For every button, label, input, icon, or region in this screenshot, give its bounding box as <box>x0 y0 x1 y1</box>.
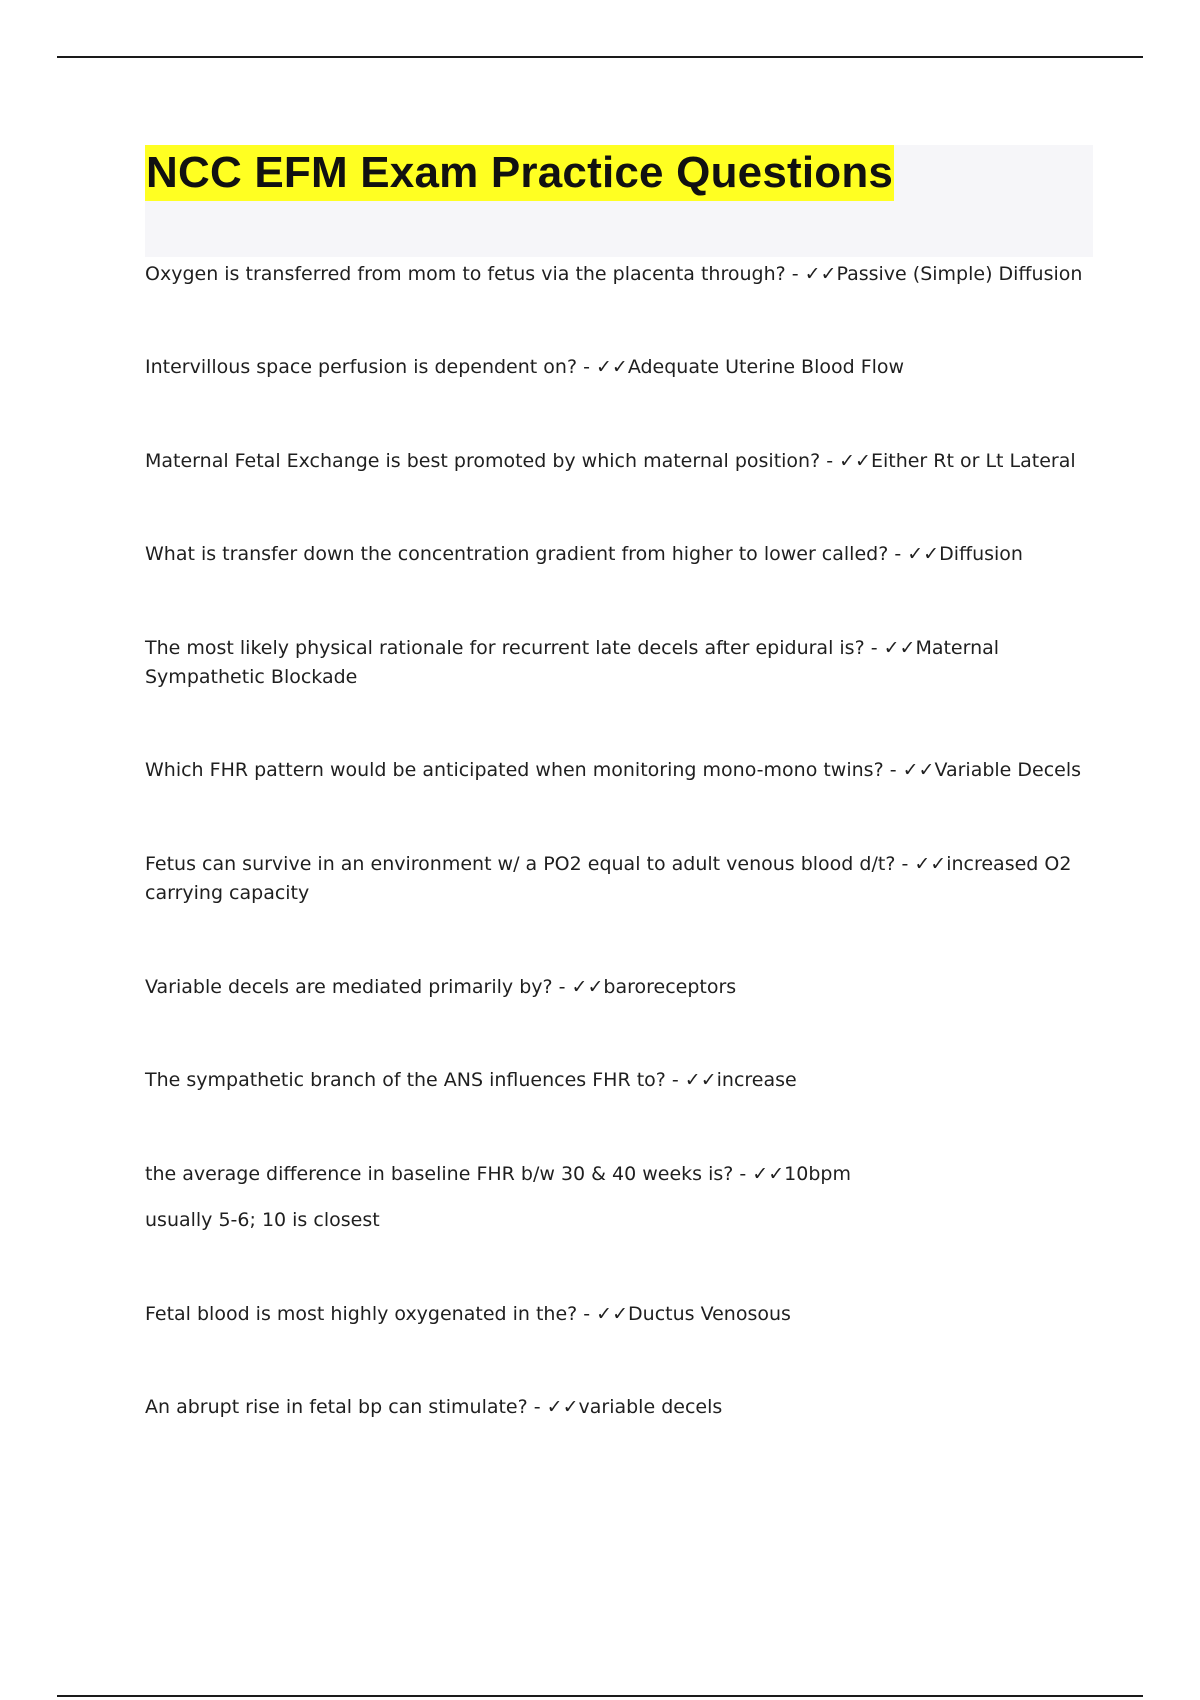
check-icon: ✓✓ <box>596 1303 629 1325</box>
page-title: NCC EFM Exam Practice Questions <box>145 145 894 201</box>
check-icon: ✓✓ <box>595 356 628 378</box>
question-text: The sympathetic branch of the ANS influences FHR to? <box>145 1069 666 1091</box>
question-text: Intervillous space perfusion is dependent on? <box>145 356 578 378</box>
answer-text: Either Rt or Lt Lateral <box>870 450 1076 472</box>
answer-text: increase <box>716 1069 797 1091</box>
question-text: An abrupt rise in fetal bp can stimulate? <box>145 1396 528 1418</box>
question-text: The most likely physical rationale for recurrent late decels after epidural is? <box>145 637 865 659</box>
answer-text: variable decels <box>578 1396 723 1418</box>
check-icon: ✓✓ <box>571 976 604 998</box>
qa-item-1: Oxygen is transferred from mom to fetus via the placenta through? - ✓✓Passive (Simple) Diffusion <box>145 263 1083 285</box>
answer-text: Passive (Simple) Diffusion <box>836 263 1083 285</box>
answer-text: Adequate Uterine Blood Flow <box>627 356 905 378</box>
check-icon: ✓✓ <box>804 263 837 285</box>
question-text: Maternal Fetal Exchange is best promoted by which maternal position? <box>145 450 821 472</box>
answer-text: Diffusion <box>939 543 1023 565</box>
qa-item-2: Intervillous space perfusion is dependent on? - ✓✓Adequate Uterine Blood Flow <box>145 356 905 378</box>
qa-item-11: Fetal blood is most highly oxygenated in the? - ✓✓Ductus Venosous <box>145 1303 791 1325</box>
answer-note: usually 5-6; 10 is closest <box>145 1209 380 1231</box>
check-icon: ✓✓ <box>907 543 940 565</box>
check-icon: ✓✓ <box>839 450 871 472</box>
qa-item-12: An abrupt rise in fetal bp can stimulate? - ✓✓variable decels <box>145 1396 723 1418</box>
qa-item-4: What is transfer down the concentration gradient from higher to lower called? - ✓✓Diffusion <box>145 543 1023 565</box>
check-icon: ✓✓ <box>684 1069 717 1091</box>
question-text: What is transfer down the concentration gradient from higher to lower called? <box>145 543 889 565</box>
question-text: Fetal blood is most highly oxygenated in the? <box>145 1303 578 1325</box>
answer-text: Ductus Venosous <box>628 1303 791 1325</box>
answer-text: increased O2 carrying capacity <box>145 853 1072 904</box>
question-text: Variable decels are mediated primarily by? <box>145 976 553 998</box>
check-icon: ✓✓ <box>883 637 916 659</box>
top-rule <box>57 56 1143 58</box>
qa-item-7: Fetus can survive in an environment w/ a PO2 equal to adult venous blood d/t? - ✓✓increased O2 carrying capacity <box>145 853 1072 904</box>
qa-item-10: the average difference in baseline FHR b/w 30 & 40 weeks is? - ✓✓10bpm <box>145 1163 851 1185</box>
qa-item-5: The most likely physical rationale for recurrent late decels after epidural is? - ✓✓Maternal Sympathetic Blockade <box>145 637 1000 688</box>
answer-text: Variable Decels <box>934 759 1082 781</box>
check-icon: ✓✓ <box>914 853 947 875</box>
qa-item-9: The sympathetic branch of the ANS influences FHR to? - ✓✓increase <box>145 1069 797 1091</box>
bottom-rule <box>57 1695 1143 1697</box>
question-text: Which FHR pattern would be anticipated when monitoring mono-mono twins? <box>145 759 884 781</box>
title-block <box>145 145 1093 257</box>
qa-item-3: Maternal Fetal Exchange is best promoted by which maternal position? - ✓✓Either Rt or Lt Lateral <box>145 450 1076 472</box>
answer-text: 10bpm <box>784 1163 851 1185</box>
answer-text: Maternal Sympathetic Blockade <box>145 637 1000 688</box>
check-icon: ✓✓ <box>546 1396 579 1418</box>
question-text: Oxygen is transferred from mom to fetus via the placenta through? <box>145 263 786 285</box>
check-icon: ✓✓ <box>752 1163 785 1185</box>
check-icon: ✓✓ <box>902 759 935 781</box>
qa-item-8: Variable decels are mediated primarily by? - ✓✓baroreceptors <box>145 976 737 998</box>
qa-item-6: Which FHR pattern would be anticipated when monitoring mono-mono twins? - ✓✓Variable Decels <box>145 759 1082 781</box>
answer-text: baroreceptors <box>603 976 737 998</box>
question-text: the average difference in baseline FHR b/w 30 & 40 weeks is? <box>145 1163 734 1185</box>
question-text: Fetus can survive in an environment w/ a PO2 equal to adult venous blood d/t? <box>145 853 896 875</box>
